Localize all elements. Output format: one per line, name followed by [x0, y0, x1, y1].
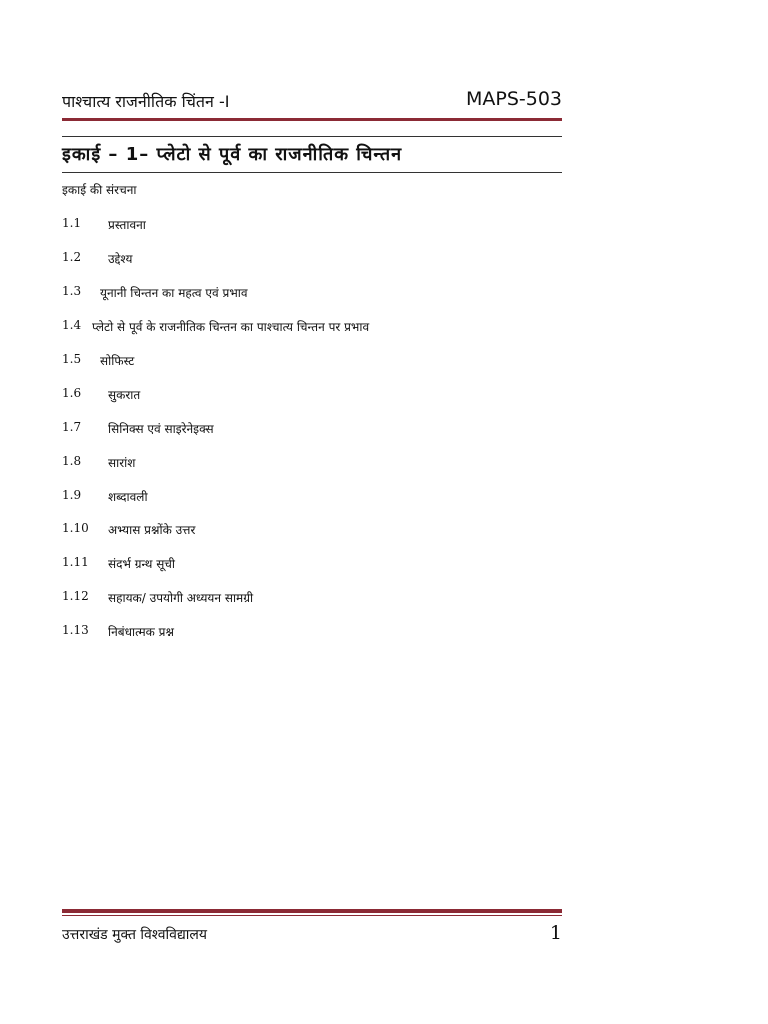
toc-item-number: 1.5 [62, 352, 82, 366]
toc-item-number: 1.13 [62, 623, 89, 637]
header-course-title: पाश्चात्य राजनीतिक चिंतन -I [62, 92, 230, 111]
toc-item-number: 1.7 [62, 420, 82, 434]
toc-item-number: 1.10 [62, 521, 89, 535]
toc-item-label: अभ्यास प्रश्नोंके उत्तर [108, 523, 196, 537]
toc-item-number: 1.11 [62, 555, 89, 569]
page-header [62, 88, 562, 118]
toc-item-label: सुकरात [108, 388, 141, 402]
toc-item-number: 1.6 [62, 386, 82, 400]
toc-item-label: सिनिक्स एवं साइरेनेइक्स [108, 422, 214, 436]
toc-item-number: 1.2 [62, 250, 82, 264]
toc-item-number: 1.3 [62, 284, 82, 298]
footer-university-name: उत्तराखंड मुक्त विश्वविद्यालय [62, 927, 208, 943]
toc-item-label: प्लेटो से पूर्व के राजनीतिक चिन्तन का पाश्चात्य चिन्तन पर प्रभाव [92, 320, 370, 334]
footer-divider-thin [62, 915, 562, 916]
toc-item-label: उद्देश्य [108, 252, 133, 266]
page-number: 1 [549, 922, 562, 944]
structure-heading: इकाई की संरचना [62, 183, 137, 197]
toc-item-number: 1.1 [62, 216, 82, 230]
toc-item-number: 1.8 [62, 454, 82, 468]
header-divider [62, 118, 562, 121]
toc-item-label: सारांश [108, 456, 136, 470]
title-rule-bottom [62, 172, 562, 173]
toc-item-number: 1.9 [62, 488, 82, 502]
toc-item-number: 1.4 [62, 318, 82, 332]
footer-divider-thick [62, 909, 562, 913]
toc-item-number: 1.12 [62, 589, 89, 603]
toc-item-label: सोफिस्ट [100, 354, 135, 368]
title-rule-top [62, 136, 562, 137]
toc-item-label: प्रस्तावना [108, 218, 146, 232]
toc-item-label: संदर्भ ग्रन्थ सूची [108, 557, 176, 571]
toc-item-label: यूनानी चिन्तन का महत्व एवं प्रभाव [100, 286, 248, 300]
header-course-code: MAPS-503 [465, 88, 562, 110]
toc-item-label: शब्दावली [108, 490, 148, 504]
toc-item-label: सहायक/ उपयोगी अध्ययन सामग्री [108, 591, 254, 605]
unit-title: इकाई – 1– प्लेटो से पूर्व का राजनीतिक चिन्तन [62, 144, 403, 165]
toc-item-label: निबंधात्मक प्रश्न [108, 625, 174, 639]
